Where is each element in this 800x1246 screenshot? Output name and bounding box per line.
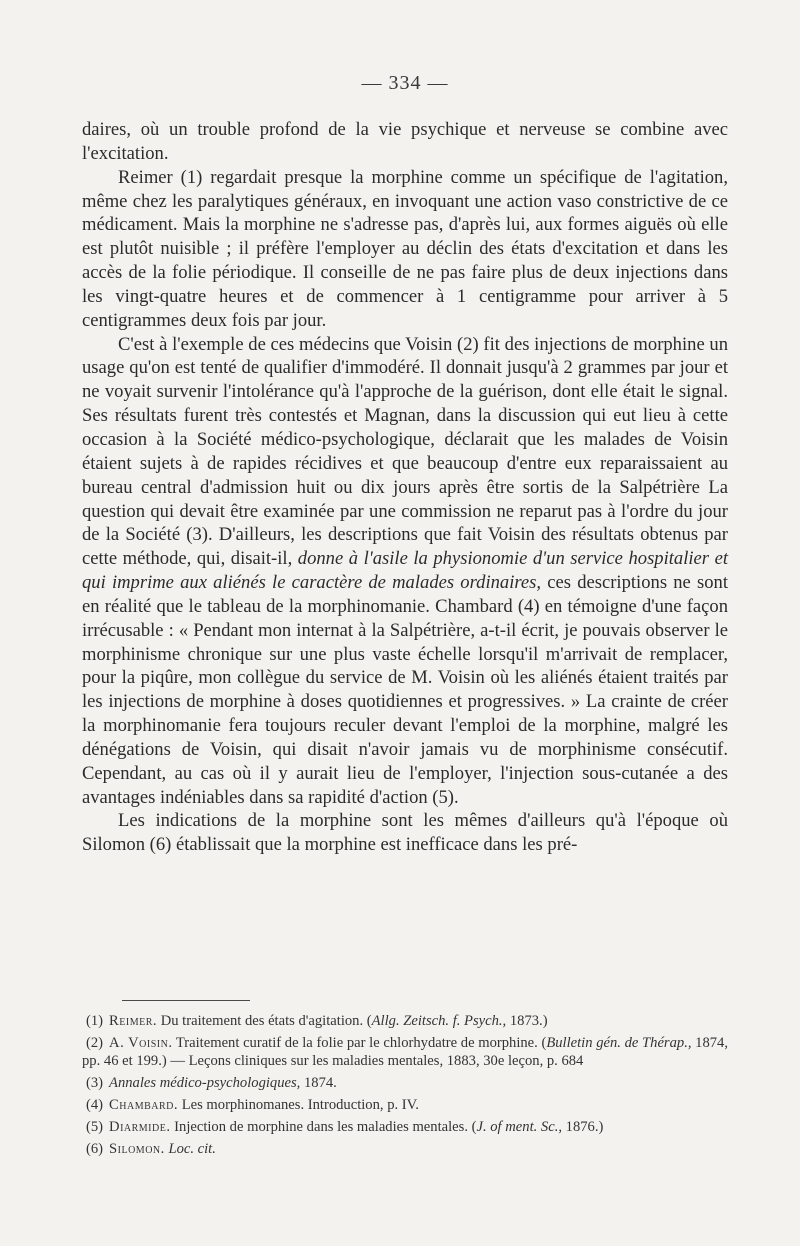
footnotes: [82, 1012, 728, 1162]
paragraph-text: C'est à l'exemple de ces médecins que Voisin (2) fit des injections de morphine un usage qu'on est tenté de qualifier d'immodéré. Il donnait jusqu'à 2 grammes par jour et ne voyait survenir l'intolérance qu'à l'approche de la guérison, dont elle était le signal. Ses résultats furent très contestés et Magnan, dans la discussion qui eut lieu à cette occasion à la Société médico-psychologique, déclarait que les malades de Voisin étaient sujets à de rapides récidives et que beaucoup d'entre eux reparaissaient au bureau central d'admission huit ou dix jours après être sortis de la Salpétrière La question qui devait être examinée par une commission ne reparut pas à l'ordre du jour de la Société (3). D'ailleurs, les descriptions que fait Voisin des résultats obtenus par cette méthode, qui, disait-il,: [82, 333, 728, 570]
footnote-tail: 1874, pp. 46 et 199.) — Leçons cliniques sur les maladies mentales, 1883, 30e leçon, p. 684: [82, 1035, 729, 1069]
footnote: [82, 1096, 728, 1114]
paragraph: [82, 333, 728, 810]
paragraph: Les indications de la morphine sont les mêmes d'ailleurs qu'à l'époque où Silomon (6) établissait que la morphine est inefficace dans les pré-: [82, 810, 728, 856]
footnote-text: Les morphinomanes. Introduction, p. IV.: [181, 1097, 419, 1113]
footnote-text: Injection de morphine dans les maladies mentales. (: [174, 1119, 477, 1135]
footnote-number: (1): [86, 1013, 104, 1029]
page-number: — 334 —: [361, 72, 449, 94]
footnote-number: (4): [86, 1097, 104, 1113]
footnote-author: Chambard.: [109, 1097, 179, 1113]
footnote-italic: Allg. Zeitsch. f. Psych.,: [371, 1013, 507, 1029]
footnote-number: (6): [86, 1141, 104, 1157]
italic-quote: donne à l'asile la physionomie d'un service hospitalier et qui imprime aux aliénés le caractère de malades ordinaires,: [82, 548, 728, 594]
footnote-author: Diarmide.: [109, 1119, 171, 1135]
footnote-tail: 1874.: [300, 1075, 337, 1091]
footnote-number: (5): [86, 1119, 104, 1135]
footnote: [82, 1118, 728, 1136]
footnote-italic: J. of ment. Sc.,: [476, 1119, 562, 1135]
footnote-number: (3): [86, 1075, 104, 1091]
footnote: [82, 1034, 728, 1070]
footnote-text: Du traitement des états d'agitation. (: [160, 1013, 372, 1029]
body-text: [82, 118, 728, 857]
footnote-text: Traitement curatif de la folie par le chlorhydatre de morphine. (: [175, 1035, 547, 1051]
footnote: [82, 1012, 728, 1030]
footnote-tail: 1876.): [562, 1119, 604, 1135]
footnote-number: (2): [86, 1035, 104, 1051]
footnote-author: Reimer.: [109, 1013, 158, 1029]
footnote-author: Silomon.: [109, 1141, 165, 1157]
footnote: [82, 1140, 728, 1158]
paragraph-text: ces descriptions ne sont en réalité que le tableau de la morphinomanie. Chambard (4) en témoigne d'une façon irrécusable : « Pendant mon internat à la Salpétrière, a-t-il écrit, je pouvais observer le morphinisme chronique sur une plus vaste échelle lorsqu'il m'arrivait de remplacer, pour la piqûre, mon collègue du service de M. Voisin où les aliénés étaient traités par les injections de morphine à doses quotidiennes et progressives. » La crainte de créer la morphinomanie fera toujours reculer devant l'emploi de la morphine, malgré les dénégations de Voisin, qui disait n'avoir jamais vu de morphinisme consécutif. Cependant, au cas où il y aurait lieu de l'employer, l'injection sous-cutanée a des avantages indéniables dans sa rapidité d'action (5).: [82, 572, 728, 808]
footnote-italic: Annales médico-psychologiques,: [109, 1075, 301, 1091]
footnote-italic: Bulletin gén. de Thérap.,: [546, 1035, 692, 1051]
footnote-tail: 1873.): [506, 1013, 548, 1029]
footnote-author: A. Voisin.: [109, 1035, 173, 1051]
paragraph: daires, où un trouble profond de la vie psychique et nerveuse se combine avec l'excitation.: [82, 119, 728, 164]
paragraph: Reimer (1) regardait presque la morphine comme un spécifique de l'agitation, même chez les paralytiques généraux, en invoquant une action vaso constrictive de ce médicament. Mais la morphine ne s'adresse pas, d'après lui, aux formes aiguës où elle est plutôt nuisible ; il préfère l'employer au déclin des états d'excitation et dans les accès de la folie périodique. Il conseille de ne pas faire plus de deux injections dans les vingt-quatre heures et de commencer à 1 centigramme pour arriver à 5 centigrammes deux fois par jour.: [82, 166, 728, 331]
footnote-divider: [122, 1000, 250, 1001]
footnote: [82, 1074, 728, 1092]
footnote-italic: Loc. cit.: [168, 1141, 216, 1157]
